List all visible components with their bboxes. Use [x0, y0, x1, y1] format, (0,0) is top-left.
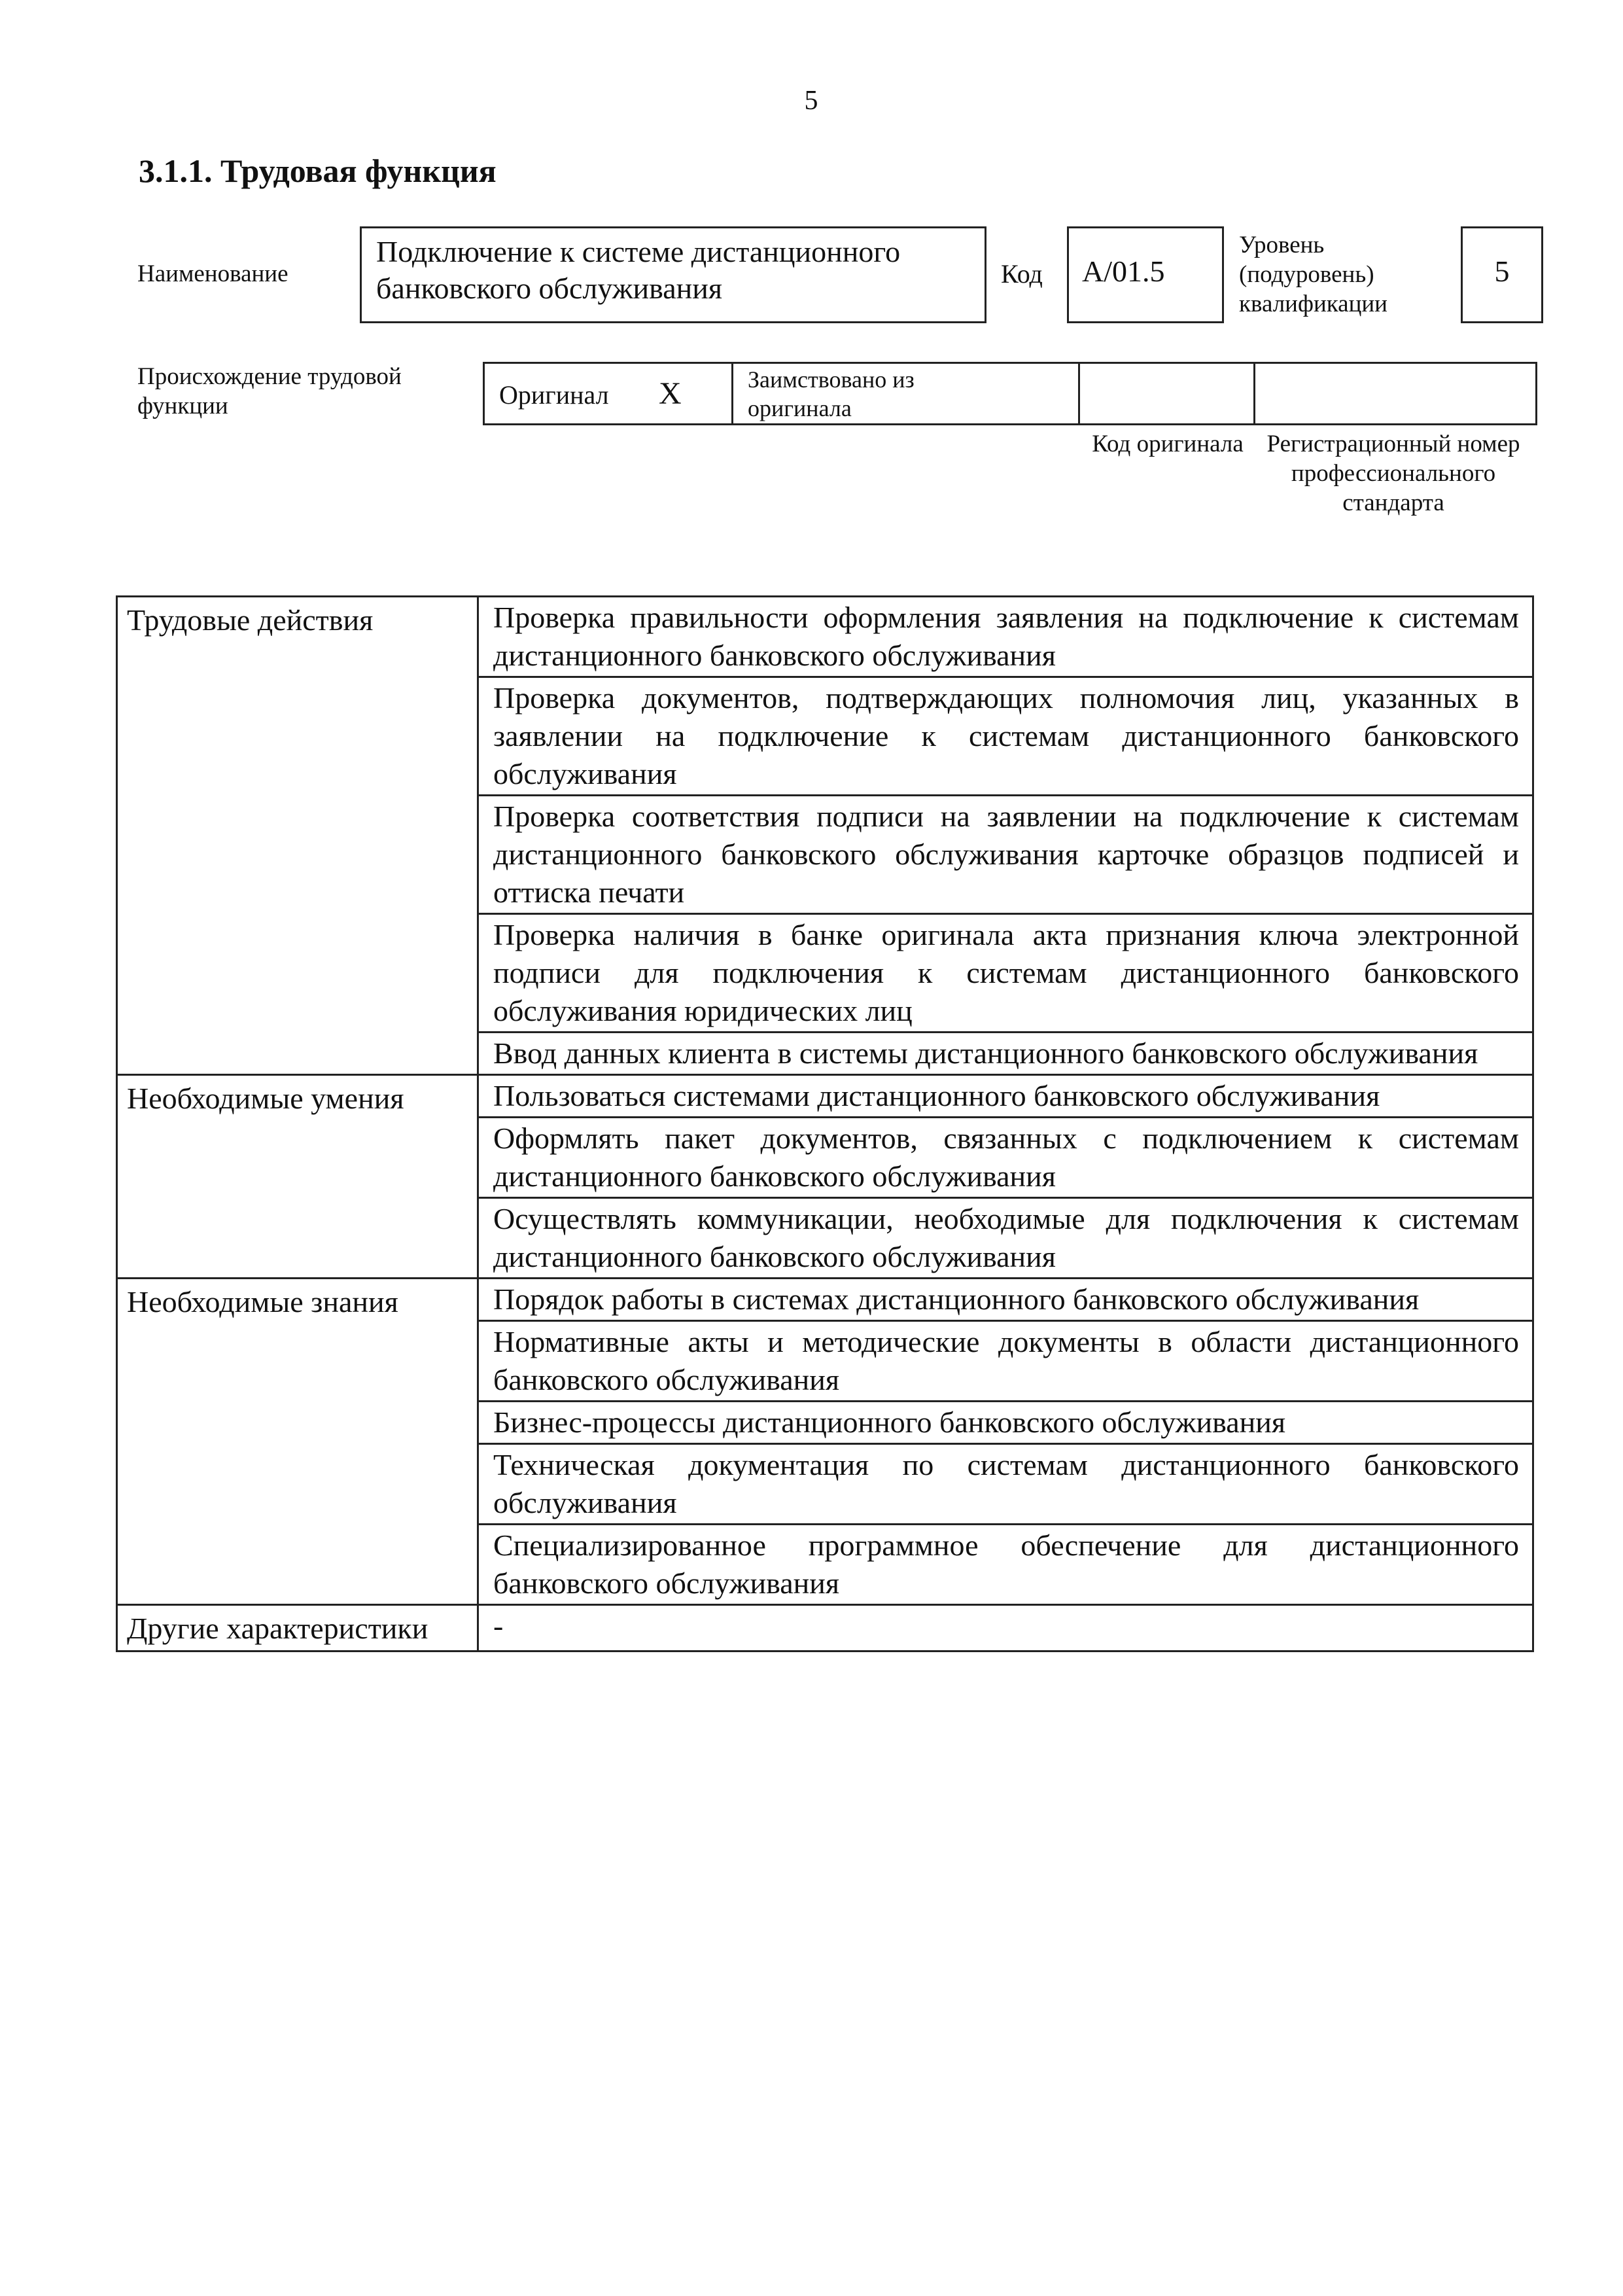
item-cell: Проверка документов, подтверждающих полномочия лиц, указанных в заявлении на подключение к системам дистанционного банковского обслуживания [478, 677, 1533, 796]
code-box [1067, 226, 1224, 323]
item-cell: Осуществлять коммуникации, необходимые для подключения к системам дистанционного банковского обслуживания [478, 1198, 1533, 1279]
level-value: 5 [1494, 255, 1510, 288]
item-cell: Проверка соответствия подписи на заявлении на подключение к системам дистанционного банковского обслуживания карточке образцов подписей и оттиска печати [478, 796, 1533, 914]
section-title: 3.1.1. Трудовая функция [139, 152, 497, 189]
item-cell: Специализированное программное обеспечение для дистанционного банковского обслуживания [478, 1525, 1533, 1605]
table-row [117, 1279, 1533, 1321]
name-label: Наименование [137, 260, 288, 287]
item-cell: Оформлять пакет документов, связанных с подключением к системам дистанционного банковского обслуживания [478, 1118, 1533, 1198]
category-cell: Трудовые действия [117, 597, 478, 1075]
item-cell: Проверка наличия в банке оригинала акта признания ключа электронной подписи для подключения к системам дистанционного банковского обслуживания юридических лиц [478, 914, 1533, 1033]
category-cell: Другие характеристики [117, 1605, 478, 1651]
reg-number-caption: Регистрационный номер профессионального стандарта [1266, 431, 1520, 516]
item-cell: Техническая документация по системам дистанционного банковского обслуживания [478, 1444, 1533, 1525]
page-number: 5 [804, 86, 818, 116]
item-cell: Бизнес-процессы дистанционного банковского обслуживания [478, 1402, 1533, 1444]
borrowed-cell [733, 364, 1080, 423]
category-cell: Необходимые умения [117, 1075, 478, 1279]
original-mark: X [659, 376, 682, 411]
item-cell: Порядок работы в системах дистанционного банковского обслуживания [478, 1279, 1533, 1321]
code-original-caption: Код оригинала [1092, 431, 1244, 457]
name-box [360, 226, 986, 323]
code-label: Код [1001, 259, 1043, 289]
table-row [117, 597, 1533, 677]
origin-label: Происхождение трудовой функции [137, 363, 402, 419]
code-original-cell [1080, 364, 1255, 423]
code-value: A/01.5 [1082, 255, 1165, 288]
borrowed-label: Заимствовано из оригинала [748, 366, 915, 421]
name-value: Подключение к системе дистанционного банковского обслуживания [376, 235, 901, 305]
level-box [1461, 226, 1543, 323]
table-row [117, 1075, 1533, 1118]
category-cell: Необходимые знания [117, 1279, 478, 1605]
item-cell: Нормативные акты и методические документы в области дистанционного банковского обслуживания [478, 1321, 1533, 1402]
item-cell: Ввод данных клиента в системы дистанционного банковского обслуживания [478, 1033, 1533, 1075]
original-label: Оригинал [499, 380, 609, 410]
table-row [117, 1605, 1533, 1651]
level-label: Уровень (подуровень) квалификации [1239, 232, 1387, 317]
reg-number-cell [1255, 364, 1535, 423]
origin-table [483, 362, 1537, 425]
function-table [116, 595, 1534, 1652]
original-cell [485, 364, 733, 423]
item-cell: Пользоваться системами дистанционного банковского обслуживания [478, 1075, 1533, 1118]
item-cell: - [478, 1605, 1533, 1651]
item-cell: Проверка правильности оформления заявления на подключение к системам дистанционного банковского обслуживания [478, 597, 1533, 677]
